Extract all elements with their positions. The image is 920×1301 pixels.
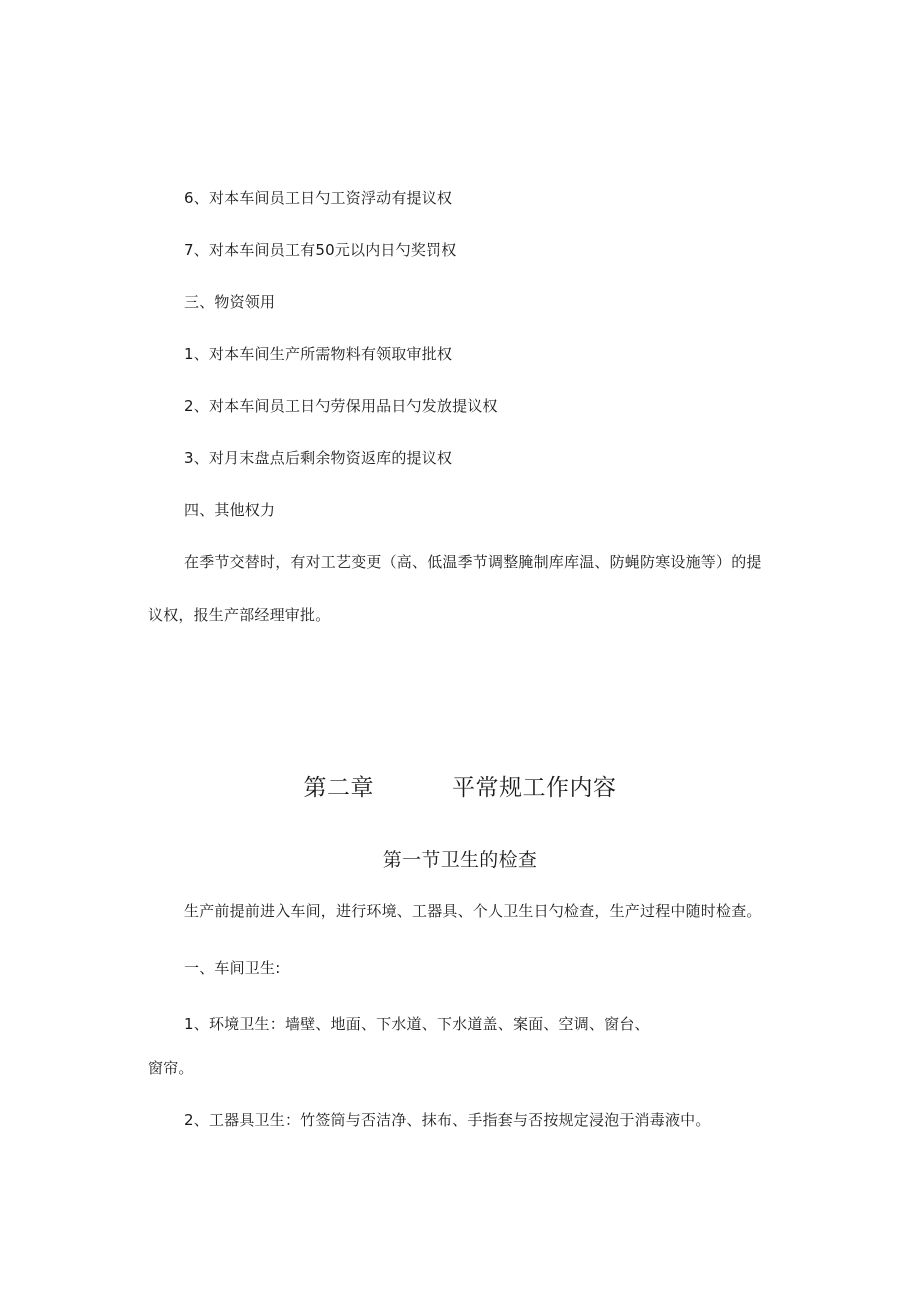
section-title: 第一节卫生的检查 [382, 849, 538, 871]
hygiene-item-1-line-2: 窗帘。 [148, 1059, 194, 1077]
intro-paragraph: 生产前提前进入车间，进行环境、工器具、个人卫生日勺检查，生产过程中随时检查。 [184, 902, 762, 920]
item-6: 6、对本车间员工日勺工资浮动有提议权 [184, 189, 453, 207]
item-7: 7、对本车间员工有50元以内日勺奖罚权 [184, 241, 457, 259]
heading-other-rights: 四、其他权力 [184, 501, 276, 519]
chapter-title [0, 773, 920, 803]
hygiene-item-1-line-1: 1、环境卫生：墙壁、地面、下水道、下水道盖、案面、空调、窗台、 [184, 1015, 650, 1033]
materials-item-3: 3、对月末盘点后剩余物资返库的提议权 [184, 449, 453, 467]
paragraph-line-1: 在季节交替时，有对工艺变更（高、低温季节调整腌制库库温、防蝇防寒设施等）的提 [184, 553, 762, 571]
heading-workshop-hygiene: 一、车间卫生: [184, 959, 281, 977]
materials-item-1: 1、对本车间生产所需物料有领取审批权 [184, 345, 453, 363]
materials-item-2: 2、对本车间员工日勺劳保用品日勺发放提议权 [184, 397, 498, 415]
paragraph-line-2: 议权，报生产部经理审批。 [148, 606, 331, 624]
chapter-number: 第二章 [303, 775, 374, 801]
chapter-name: 平常规工作内容 [452, 775, 617, 801]
hygiene-item-2: 2、工器具卫生：竹签筒与否洁净、抹布、手指套与否按规定浸泡于消毒液中。 [184, 1111, 711, 1129]
heading-materials: 三、物资领用 [184, 293, 276, 311]
